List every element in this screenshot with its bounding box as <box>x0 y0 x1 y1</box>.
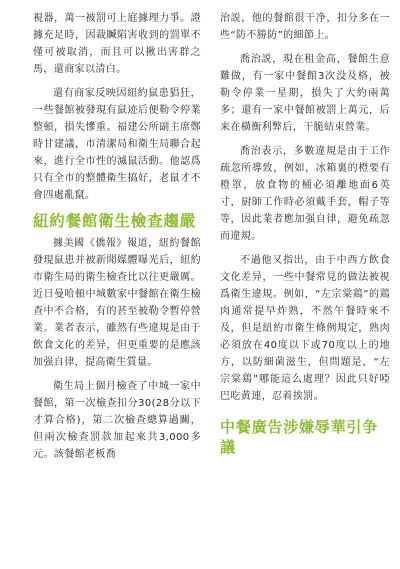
paragraph: 還有商家反映因紐約鼠患猖狂，一些餐館被發現有鼠迹后便勒令停業整頓，損失慘重。福建公所副主席鄭時甘建議，市清潔局和衛生局聯合起來，進行全市性的滅鼠活動。他認爲只有全市的整體衛生搞好，老鼠才不會四處亂竄。 <box>33 88 201 201</box>
paragraph: 不過他又指出，由于中西方飲食文化差异，一些中餐常見的做法被視爲衛生違規。例如，“左宗棠鶏”的鶏肉通常提早炸熟，不然午餐時來不及，但是紐約市衛生條例規定，熟肉必須放在40度以下或70度以上的地方，以防細菌滋生，但問題是，“左宗棠鶏”哪能這么處理？因此只好啞巴吃黄連，忍着挨罰。 <box>220 255 390 402</box>
paragraph: 喬治説，現在租金高，餐館生意難做，有一家中餐館3次没及格，被勒令停業一星期，損失了大約兩萬多；還有一家中餐館被罰上萬元，后来在橫衡利弊后，干脆結束營業。 <box>220 54 390 133</box>
right-column <box>220 10 390 463</box>
section-heading: 中餐廣告涉嫌辱華引争議 <box>220 418 379 456</box>
left-column <box>33 10 201 470</box>
section-heading: 紐約餐館衛生檢查趨嚴 <box>33 212 197 230</box>
paragraph: 視器，萬一被罰可上庭據理力爭。證據充足時，因裁贓陷害收到的罰單不僅可被取消，而且可以揪出害群之馬，還商家以清白。 <box>33 13 201 75</box>
paragraph: 治説，他的餐館很干净，扣分多在一些“防不勝防”的細節上。 <box>220 13 390 41</box>
paragraph: 衛生局上個月檢查了中城一家中餐館，第一次檢查扣分30(28分以下才算合格)，第二次檢查總算過關，但兩次檢查罰款加起來共3,000多元。該餐館老板喬 <box>33 381 201 460</box>
paragraph: 喬治表示，多數違規是由于工作疏忽所導致，例如，冰箱裏的橙要有橙罩，放食物的桶必須離地面6英寸，厨師工作時必須戴手套，帽子等等，因此業者應加强自律，避免疏忽而違規。 <box>220 146 390 242</box>
paragraph: 據美國《僑報》報道，紐約餐館發現鼠患并被新聞媒體曝光后，紐約市衛生局的衛生檢查比以往更嚴厲。近日曼哈頓中城數家中餐館在衛生檢查中不合格，有的甚至被勒令暫停營業。業者表示，雖然有些違規是由于飲食文化的差异，但更重要的是應該加强自律，提高衛生質量。 <box>33 238 201 368</box>
